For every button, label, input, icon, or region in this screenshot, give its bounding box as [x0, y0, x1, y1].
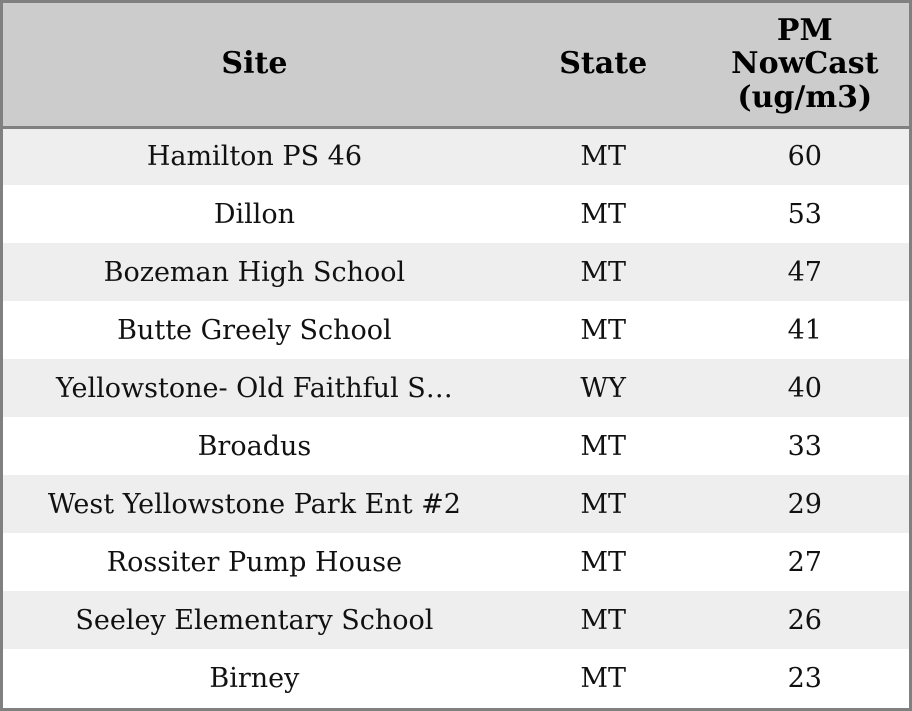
cell-site: Butte Greely School — [3, 301, 506, 359]
pm-nowcast-table — [3, 3, 909, 707]
cell-state: MT — [506, 591, 701, 649]
column-header-pm-line-1: PM — [776, 12, 833, 48]
table-row — [3, 591, 909, 649]
cell-state: MT — [506, 127, 701, 185]
cell-pm-nowcast: 29 — [701, 475, 909, 533]
table-body — [3, 127, 909, 707]
cell-pm-nowcast: 53 — [701, 185, 909, 243]
cell-state: WY — [506, 359, 701, 417]
cell-pm-nowcast: 60 — [701, 127, 909, 185]
table-row — [3, 127, 909, 185]
table-row — [3, 301, 909, 359]
column-header-site — [3, 3, 506, 127]
table-header — [3, 3, 909, 127]
cell-state: MT — [506, 243, 701, 301]
cell-site: Rossiter Pump House — [3, 533, 506, 591]
table-row — [3, 243, 909, 301]
table-row — [3, 417, 909, 475]
cell-pm-nowcast: 27 — [701, 533, 909, 591]
column-header-pm-nowcast — [701, 3, 909, 127]
cell-pm-nowcast: 23 — [701, 649, 909, 707]
cell-state: MT — [506, 533, 701, 591]
cell-site: Seeley Elementary School — [3, 591, 506, 649]
table-header-row — [3, 3, 909, 127]
cell-pm-nowcast: 40 — [701, 359, 909, 417]
table-row — [3, 475, 909, 533]
cell-pm-nowcast: 41 — [701, 301, 909, 359]
column-header-state — [506, 3, 701, 127]
cell-state: MT — [506, 475, 701, 533]
cell-site: Dillon — [3, 185, 506, 243]
cell-state: MT — [506, 649, 701, 707]
column-header-site-label: Site — [221, 46, 288, 82]
cell-site: Birney — [3, 649, 506, 707]
cell-site: Yellowstone- Old Faithful S… — [3, 359, 506, 417]
table-row — [3, 359, 909, 417]
cell-state: MT — [506, 417, 701, 475]
cell-site: Bozeman High School — [3, 243, 506, 301]
table-row — [3, 533, 909, 591]
cell-pm-nowcast: 33 — [701, 417, 909, 475]
table-row — [3, 185, 909, 243]
table-row — [3, 649, 909, 707]
column-header-pm-line-2: NowCast — [731, 46, 879, 82]
cell-state: MT — [506, 301, 701, 359]
cell-site: Broadus — [3, 417, 506, 475]
column-header-pm-line-3: (ug/m3) — [737, 80, 873, 116]
cell-pm-nowcast: 47 — [701, 243, 909, 301]
cell-state: MT — [506, 185, 701, 243]
column-header-state-label: State — [559, 46, 648, 82]
cell-site: West Yellowstone Park Ent #2 — [3, 475, 506, 533]
cell-pm-nowcast: 26 — [701, 591, 909, 649]
cell-site: Hamilton PS 46 — [3, 127, 506, 185]
